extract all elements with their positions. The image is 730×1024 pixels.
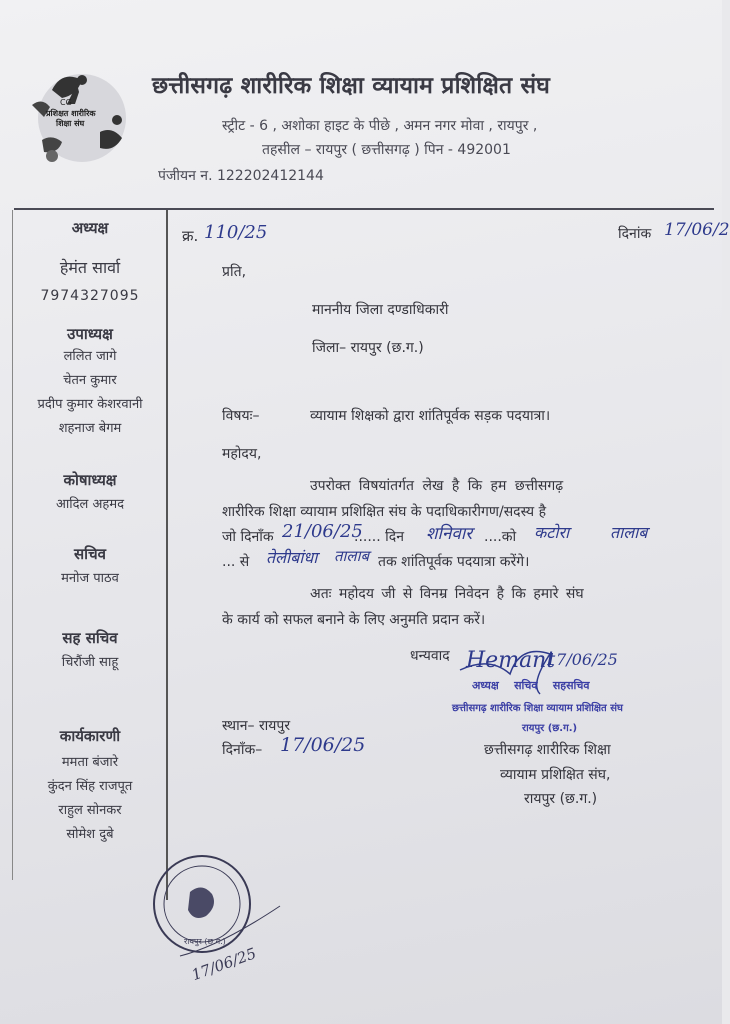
secretary-name: मनोज पाठव: [61, 571, 119, 586]
closing-line-2: व्यायाम प्रशिक्षित संघ,: [500, 767, 611, 783]
executive-member: सोमेश दुबे: [66, 827, 114, 842]
treasurer-title: कोषाध्यक्ष: [63, 471, 117, 489]
date-bottom-value: 17/06/25: [280, 734, 366, 756]
sidebar-divider: [166, 210, 168, 900]
date-label: दिनांक: [618, 226, 652, 242]
closing-line-1: छत्तीसगढ़ शारीरिक शिक्षा: [484, 742, 611, 758]
paragraph-1-line-3c: ....को: [484, 529, 517, 545]
paragraph-1-line-4b: तक शांतिपूर्वक पदयात्रा करेंगे।: [378, 554, 530, 570]
handwritten-date: 21/06/25: [282, 521, 363, 542]
joint-secretary-name: चिरौंजी साहू: [61, 655, 119, 670]
paragraph-1-line-1: उपरोक्त विषयांतर्गत लेख है कि हम छत्तीसगढ़: [310, 478, 564, 494]
registration-number: पंजीयन न. 122202412144: [158, 168, 324, 184]
logo-text-1: CG: [60, 98, 72, 107]
closing-line-3: रायपुर (छ.ग.): [524, 791, 598, 807]
stamp-roles: अध्यक्ष सचिव सहसचिव: [472, 679, 590, 692]
paragraph-2-line-1: अतः महोदय जी से विनम्र निवेदन है कि हमारे संघ: [310, 586, 584, 602]
handwritten-from-place-2: तालाब: [610, 523, 648, 542]
vice-president-name: ललित जागे: [63, 349, 117, 364]
executive-member: ममता बंजारे: [61, 755, 119, 770]
vice-president-title: उपाध्यक्ष: [67, 325, 113, 343]
left-border: [12, 210, 13, 880]
date-value: 17/06/2: [664, 220, 730, 240]
signature: Hemant: [466, 648, 556, 673]
treasurer-name: आदिल अहमद: [55, 497, 124, 512]
handwritten-to-place-2: तालाब: [334, 547, 370, 565]
executive-title: कार्यकारणी: [59, 727, 121, 745]
joint-secretary-title: सह सचिव: [62, 629, 118, 647]
seal-text: रायपुर (छ.ग.): [184, 937, 226, 946]
vice-president-name: प्रदीप कुमार केशरवानी: [37, 397, 143, 412]
place-label: स्थान– रायपुर: [222, 718, 291, 734]
reference-label: क्र.: [182, 227, 199, 245]
stamp-organization: छत्तीसगढ़ शारीरिक शिक्षा व्यायाम प्रशिक्षित संघ: [452, 703, 623, 714]
date-bottom-label: दिनाँक–: [222, 742, 263, 758]
signature-stroke: [440, 640, 620, 704]
organization-logo: [22, 60, 152, 170]
paragraph-1-line-4a: ... से: [222, 554, 250, 570]
handwritten-to-place: तेलीबांधा: [266, 548, 318, 567]
subject-text: व्यायाम शिक्षको द्वारा शांतिपूर्वक सड़क पदयात्रा।: [310, 408, 551, 424]
subject-label: विषयः–: [222, 408, 260, 424]
secretary-title: सचिव: [74, 545, 106, 563]
executive-member: राहुल सोनकर: [58, 803, 122, 818]
president-name: हेमंत सार्वा: [59, 258, 121, 277]
paragraph-1-line-3a: जो दिनाँक: [222, 529, 274, 545]
handwritten-day: शनिवार: [426, 524, 473, 544]
logo-text-3: शिक्षा संघ: [56, 119, 85, 128]
round-seal: [150, 856, 290, 1000]
stamp-city: रायपुर (छ.ग.): [522, 723, 578, 734]
president-title: अध्यक्ष: [71, 219, 109, 237]
header-divider: [14, 208, 714, 210]
seal-date: 17/06/25: [189, 944, 259, 985]
paragraph-1-line-3b: ...... दिन: [354, 529, 404, 545]
paragraph-2-line-2: के कार्य को सफल बनाने के लिए अनुमति प्रदान करें।: [222, 612, 486, 628]
executive-member: कुंदन सिंह राजपूत: [47, 779, 133, 794]
to-label: प्रति,: [222, 264, 247, 280]
address-line-1: स्ट्रीट - 6 , अशोका हाइट के पीछे , अमन नगर मोवा , रायपुर ,: [222, 118, 538, 134]
vice-president-name: शहनाज बेगम: [58, 421, 122, 436]
vice-president-name: चेतन कुमार: [63, 373, 117, 388]
reference-number: 110/25: [204, 222, 268, 243]
handwritten-from-place: कटोरा: [534, 523, 570, 542]
salutation: महोदय,: [222, 446, 262, 462]
thanks: धन्यवाद: [410, 648, 450, 664]
paragraph-1-line-2: शारीरिक शिक्षा व्यायाम प्रशिक्षित संघ के पदाधिकारीगण/सदस्य है: [222, 504, 547, 520]
organization-title: छत्तीसगढ़ शारीरिक शिक्षा व्यायाम प्रशिक्षित संघ: [152, 73, 551, 99]
signature-date: 17/06/25: [546, 650, 618, 669]
addressee: माननीय जिला दण्डाधिकारी: [312, 302, 449, 318]
address-line-2: तहसील – रायपुर ( छत्तीसगढ़ ) पिन - 492001: [262, 142, 511, 158]
district: जिला– रायपुर (छ.ग.): [312, 340, 424, 356]
president-phone: 7974327095: [40, 288, 140, 304]
logo-text-2: प्रशिक्षत शारीरिक: [46, 109, 96, 118]
